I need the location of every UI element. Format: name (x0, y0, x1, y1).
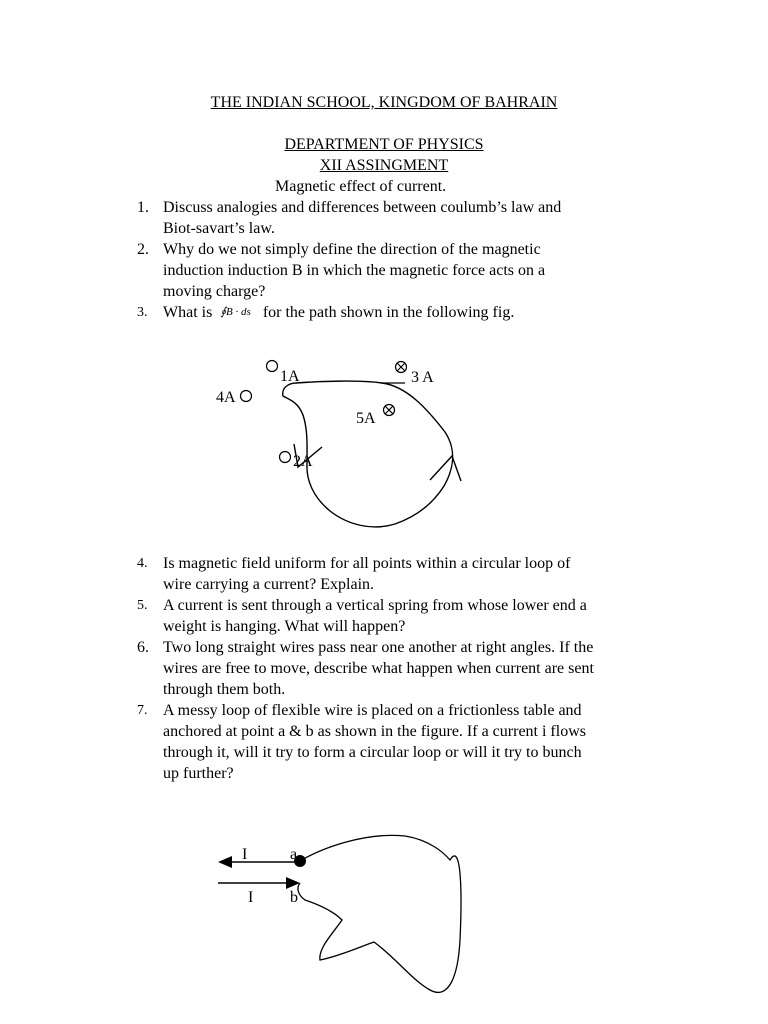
question-number: 3. (137, 305, 148, 320)
question-5-line-2: weight is hanging. What will happen? (163, 618, 406, 635)
question-number: 5. (137, 598, 148, 613)
question-number: 4. (137, 556, 148, 571)
school-title: THE INDIAN SCHOOL, KINGDOM OF BAHRAIN (210, 94, 558, 111)
topic-title: Magnetic effect of current. (275, 178, 447, 195)
question-6-line-1: Two long straight wires pass near one another at right angles. If the (163, 639, 594, 656)
question-1-line-1: Discuss analogies and differences between coulumb’s law and (163, 199, 562, 216)
wire-4a-label: 4A (216, 389, 236, 406)
question-2-line-1: Why do we not simply define the direction of the magnetic (163, 241, 541, 258)
question-number: 6. (137, 639, 149, 656)
question-4-line-1: Is magnetic field uniform for all points within a circular loop of (163, 555, 571, 572)
question-1-line-2: Biot-savart’s law. (163, 220, 275, 237)
line-integral-formula: ∮B · ds (220, 306, 251, 318)
current-label-bottom: I (248, 889, 254, 906)
question-7-line-4: up further? (163, 765, 234, 782)
current-label-top: I (242, 846, 248, 863)
anchor-label-a: a (290, 846, 298, 863)
arrowhead-left-icon (218, 856, 232, 868)
question-6-line-3: through them both. (163, 681, 286, 698)
question-5-line-1: A current is sent through a vertical spring from whose lower end a (163, 597, 587, 614)
wire-3a-label: 3 A (411, 369, 434, 386)
question-2-line-2: induction induction B in which the magnetic force acts on a (163, 262, 546, 279)
messy-loop-wire (298, 835, 461, 992)
question-7-line-2: anchored at point a & b as shown in the figure. If a current i flows (163, 723, 586, 740)
question-number: 1. (137, 199, 149, 216)
wire-1a-label: 1A (280, 368, 300, 385)
department-title: DEPARTMENT OF PHYSICS (284, 136, 484, 153)
question-2-line-3: moving charge? (163, 283, 266, 300)
question-6-line-2: wires are free to move, describe what happen when current are sent (163, 660, 594, 677)
wire-5a-label: 5A (356, 410, 376, 427)
question-number: 2. (137, 241, 149, 258)
question-3-pre: What is (163, 304, 213, 321)
question-7-line-1: A messy loop of flexible wire is placed on a frictionless table and (163, 702, 582, 719)
anchor-label-b: b (290, 889, 298, 906)
question-number: 7. (137, 703, 148, 718)
question-3-post: for the path shown in the following fig. (262, 304, 515, 321)
question-4-line-2: wire carrying a current? Explain. (163, 576, 375, 593)
assignment-title: XII ASSINGMENT (319, 157, 449, 174)
question-7-line-3: through it, will it try to form a circular loop or will it try to bunch (163, 744, 582, 761)
wire-2a-label: 2A (293, 453, 313, 470)
